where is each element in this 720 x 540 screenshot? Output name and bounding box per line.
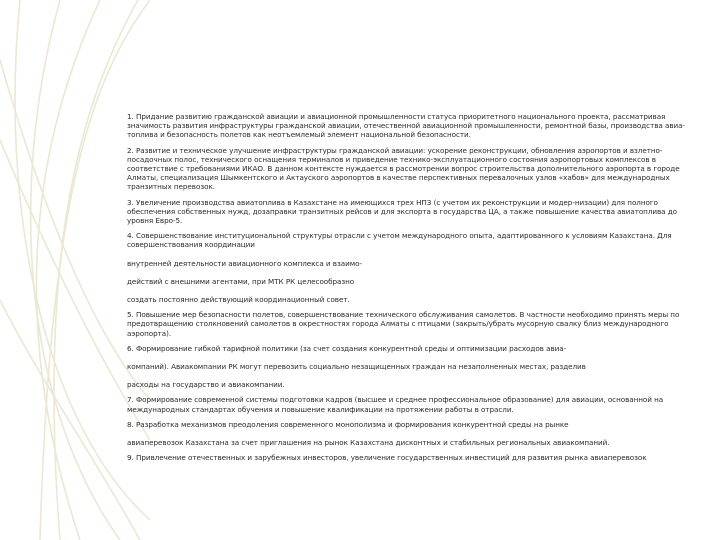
paragraph-4: 4. Совершенствование институциональной структуры отрасли с учетом международного опыта, адаптированного к условиям Казахстана. Для совершенствования координации (127, 231, 672, 250)
paragraph-2: 2. Развитие и техническое улучшение инфраструктуры гражданской авиации: ускорение реконструкции, обновления аэропортов и взлетно-посадочных полос, технического оснащения терминалов и приведение технико-эксплуатационного состояния аэропортовых комплексов в соответствие с требованиями ИКАО. В данном контексте нуждается в рассмотрении вопрос строительства дополнительного аэропорта в городе Алматы, специализация Шымкентского и Актауского аэропортов в качестве перспективных перевалочных узлов «хабов» для международных транзитных перевозок. (127, 145, 680, 192)
document-body (127, 112, 697, 462)
paragraph-4-line-3: действий с внешними агентами, при МТК РК целесообразно (127, 276, 355, 286)
paragraph-4-line-2: внутренней деятельности авиационного комплекса и взаимо- (127, 258, 362, 268)
paragraph-8-line-2: авиаперевозок Казахстана за счет приглашения на рынок Казахстана дисконтных и стабильных региональных авиакомпаний. (127, 438, 610, 448)
paragraph-6: 6. Формирование гибкой тарифной политики (за счет создания конкурентной среды и оптимизации расходов авиа- (127, 343, 567, 353)
paragraph-9: 9. Привлечение отечественных и зарубежных инвесторов, увеличение государственных инвестиций для развития рынка авиаперевозок (127, 453, 647, 463)
paragraph-1: 1. Придание развитию гражданской авиации и авиационной промышленности статуса приоритетного национального проекта, рассматривая значимость развития инфраструктуры гражданской авиации, отечественной авиационной промышленности, ремонтной базы, производства авиа-топлива и безопасность полетов как неотъемлемый элемент национальной безопасности. (127, 112, 686, 140)
paragraph-6-line-3: расходы на государство и авиакомпании. (127, 380, 285, 390)
paragraph-6-line-2: компаний). Авиакомпании РК могут перевозить социально незащищенных граждан на незаполненных местах, разделив (127, 362, 586, 372)
paragraph-3: 3. Увеличение производства авиатоплива в Казахстане на имеющихся трех НПЗ (с учетом их реконструкции и модер-низации) для полного обеспечения собственных нужд, дозаправки транзитных рейсов и для экспорта в государства ЦА, а также повышение качества авиатоплива до уровня Евро-5. (127, 197, 678, 226)
paragraph-4-line-4: создать постоянно действующий координационный совет. (127, 295, 350, 305)
paragraph-8: 8. Разработка механизмов преодоления современного монополизма и формирования конкурентной среды на рынке (127, 419, 569, 429)
paragraph-7: 7. Формирование современной системы подготовки кадров (высшее и среднее профессиональное образование) для авиации, основанной на международных стандартах обучения и повышение квалификации на протяжении работы в отрасли. (127, 395, 664, 414)
paragraph-5: 5. Повышение мер безопасности полетов, совершенствование технического обслуживания самолетов. В частности необходимо принять меры по предотвращению столкновений самолетов в окрестностях города Алматы с птицами (закрыть/убрать мусорную свалку близ международного аэропорта). (127, 310, 680, 338)
